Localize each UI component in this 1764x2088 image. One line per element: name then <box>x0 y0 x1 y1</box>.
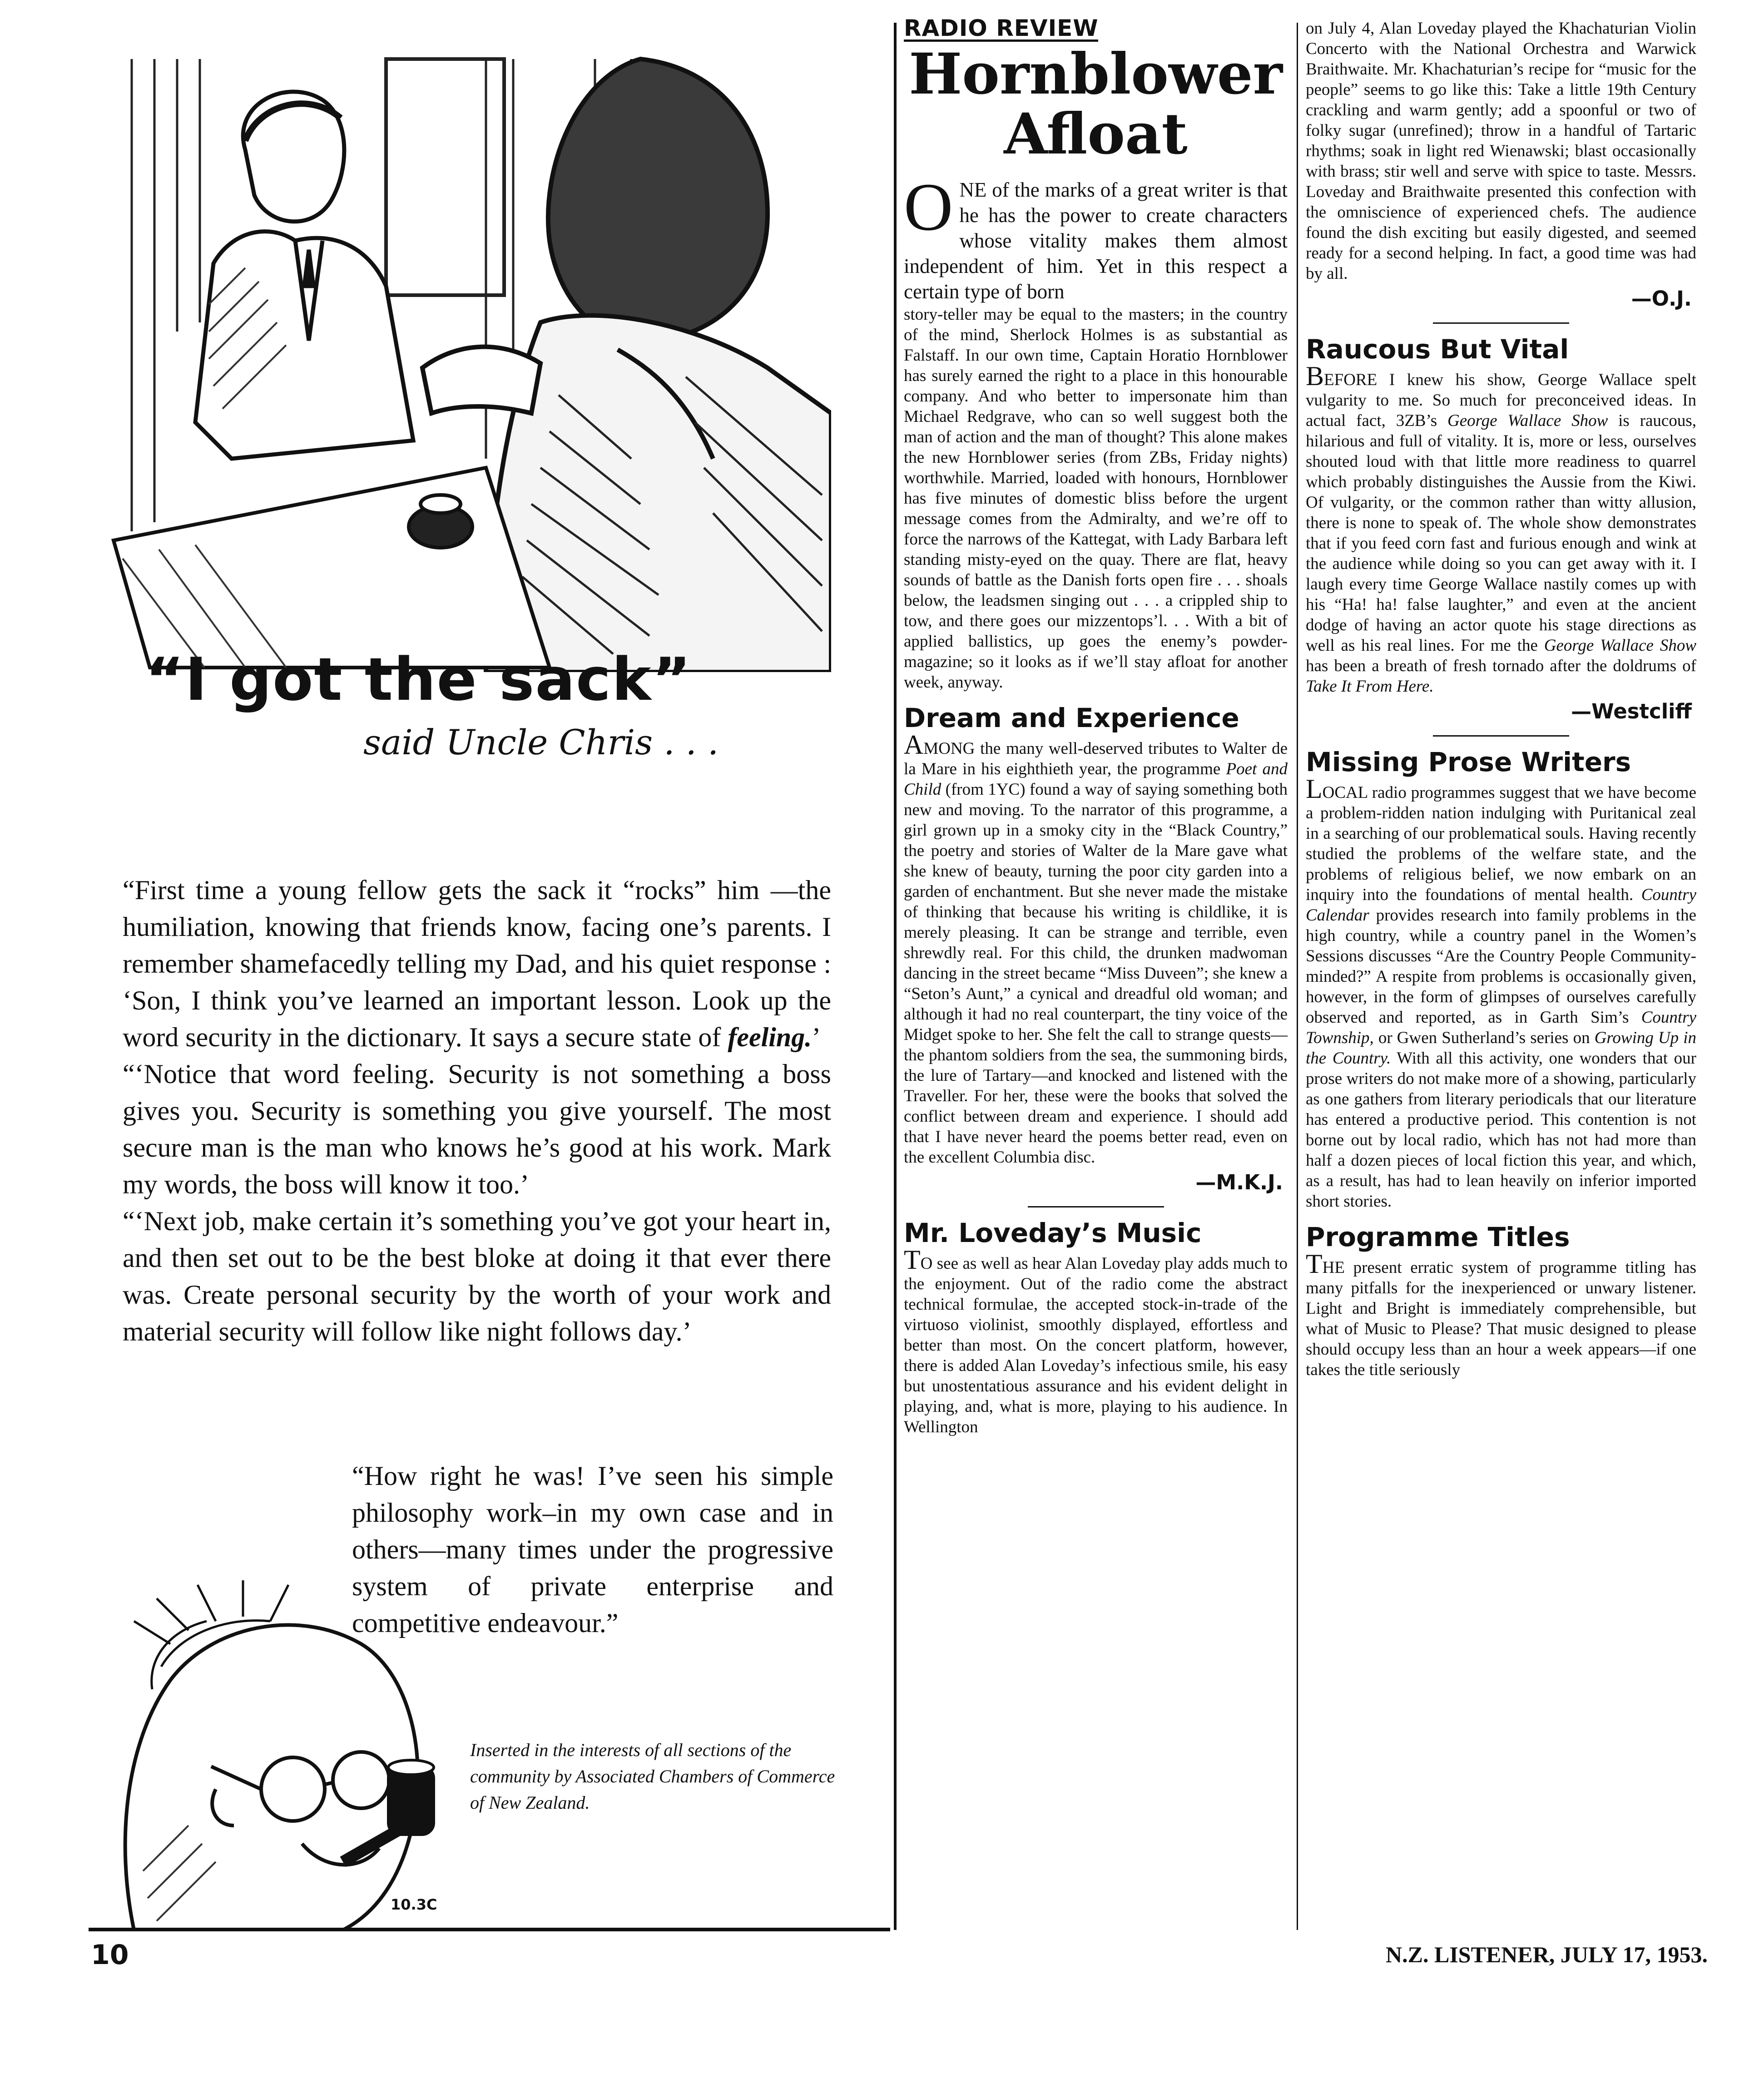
artist-code: 10.3C <box>391 1896 437 1913</box>
section-label: RADIO REVIEW <box>904 15 1099 41</box>
ad-paragraph: “‘Notice that word feeling. Security is not something a boss gives you. Security is something you give yourself. The most secure man is the man who knows he’s good at his work. Mark my words, the boss will know it too.’ <box>123 1059 831 1199</box>
ad-paragraph: “First time a young fellow gets the sack it “rocks” him —the humiliation, knowing that friends know, facing one’s parents. I remember shamefacedly telling my Dad, and his quiet response : ‘Son, I think you’ve learned an important lesson. Look up the word security in the dictionary. It says a secure state of feeling.’ <box>123 875 831 1052</box>
ad-headline: “I got the sack” <box>145 645 692 714</box>
ad-paragraph: “How right he was! I’ve seen his simple philosophy work–in my own case and in others—many times under the progressive system of private enterprise and competitive endeavour.” <box>352 1461 833 1638</box>
divider <box>1433 735 1569 737</box>
signature: —Westcliff <box>1571 699 1692 723</box>
column-rule <box>1297 23 1298 1930</box>
page-number: 10 <box>91 1939 129 1971</box>
hornblower-lead: ONE of the marks of a great writer is that he has the power to create characters whose vitality makes them almost independent of him. Yet in this respect a certain type of born <box>904 169 1288 303</box>
signature: —O.J. <box>1631 287 1692 311</box>
ad-emphasis: feeling. <box>728 1022 812 1052</box>
ad-paragraph: “‘Next job, make certain it’s something you’ve got your heart in, and then set out to be the best bloke at doing it that ever there was. Create personal security by the worth of your work and material security will follow like night follows day.’ <box>123 1206 831 1346</box>
column-rule <box>894 23 897 1930</box>
divider <box>1028 1206 1164 1207</box>
review-column-middle <box>904 15 1288 1437</box>
divider <box>1433 322 1569 324</box>
signature: —M.K.J. <box>1195 1170 1283 1194</box>
subhead-loveday: Mr. Loveday’s Music <box>904 1217 1202 1248</box>
subhead-prose: Missing Prose Writers <box>1306 747 1631 777</box>
prose-body: LOCAL radio programmes suggest that we have become a problem-ridden nation indulging with Puritanical zeal in a searching of our problematical souls. Having recently studied the problems of the welfare state, and the problems of religious belief, we now embark on an inquiry into the foundations of mental health. Country Calendar provides research into family problems in the high country, while a country panel in the Women’s Sessions discusses “Are the Country People Community-minded?” A respite from problems is occasionally given, however, in the form of glimpses of ourselves carefully observed and reported, as in Garth Sim’s Country Township, or Gwen Sutherland’s series on Growing Up in the Country. With all this activity, one wonders that our prose writers do not make more of a showing, particularly as one gathers from literary periodicals that our literature has entered a productive period. This contention is not borne out by local radio, which has not had more than half a dozen pieces of local fiction this year, and which, as a result, has had to lean heavily on inferior imported short stories. <box>1306 774 1697 1211</box>
pipe-icon <box>343 1760 434 1862</box>
subhead-dream: Dream and Experience <box>904 703 1239 733</box>
article-title: Hornblower Afloat <box>909 41 1283 167</box>
loveday-continued: on July 4, Alan Loveday played the Khachaturian Violin Concerto with the National Orchestra and Warwick Braithwaite. Mr. Khachaturian’s recipe for “music for the people” seems to go like this: Take a little 19th Century crackling and warm gently; add a spoonful or two of folky sugar (unrefined); throw in a handful of Tartaric rhythms; soak in light red Wienawski; blast occasionally with brass; stir well and serve with spice to taste. Messrs. Loveday and Braithwaite presented this confection with the omniscience of experienced chefs. The audience found the dish exciting but easily digested, and seemed ready for a second helping. In fact, a good time was had by all. <box>1306 19 1696 283</box>
titles-body: THE present erratic system of programme titling has many pitfalls for the inexperienced or unwary listener. Light and Bright is immediately comprehensible, but what of Music to Please? That music designed to please should occupy less than an hour a week appears—if one takes the title seriously <box>1306 1249 1696 1379</box>
review-column-right <box>1306 18 1696 1380</box>
bottom-rule <box>89 1928 890 1931</box>
office-scene-illustration <box>95 50 831 672</box>
drop-cap: O <box>904 169 953 245</box>
subhead-titles: Programme Titles <box>1306 1222 1570 1252</box>
uncle-chris-caricature <box>107 1553 443 1930</box>
subhead-raucous: Raucous But Vital <box>1306 334 1569 365</box>
hornblower-body: story-teller may be equal to the masters; in the country of the mind, Sherlock Holmes is as substantial as Falstaff. In our own time, Captain Horatio Hornblower has surely earned the right to a place in this honourable company. And who better to impersonate him than Michael Redgrave, who can so well suggest both the man of action and the man of thought? This alone makes the new Hornblower series (from ZBs, Friday nights) worthwhile. Married, loaded with honours, Hornblower has five minutes of domestic bliss before the urgent message comes from the Admiralty, and we’re off to force the narrows of the Kattegat, with Lady Barbara left standing misty-eyed on the quay. There are flat, heavy sounds of battle as the Danish forts open fire . . . shoals below, the leadsmen singing out . . . a crippled ship to tow, and there goes our mizzentops’l. . . With a bit of applied ballistics, up goes the enemy’s powder-magazine; so it looks as if we’ll stay afloat for another week, anyway. <box>904 305 1288 692</box>
ad-subheadline: said Uncle Chris . . . <box>363 722 719 762</box>
ad-body-text <box>123 872 831 1350</box>
issue-line: N.Z. LISTENER, JULY 17, 1953. <box>1386 1942 1708 1967</box>
dream-body: AMONG the many well-deserved tributes to Walter de la Mare in his eighthieth year, the programme Poet and Child (from 1YC) found a way of saying something both new and moving. To the narrator of this programme, a girl grown up in a smoky city in the “Black Country,” the poetry and stories of Walter de la Mare gave what she knew of beauty, turning the poor city garden into a garden of enchantment. But she never made the mistake of thinking that because his writing is childlike, it is merely pleasing. It can be strange and terrible, even shrewdly real. For this child, the drunken madwoman dancing in the street became “Miss Duveen”; she knew a “Seton’s Aunt,” a cynical and dreadful old woman; and although it had no real counterpart, the tiny voice of the Midget spoke to her. She felt the call to strange quests—the phantom soldiers from the sea, the summoning birds, the lure of Tartary—and knocked and listened with the Traveller. For her, these were the books that solved the conflict between dream and experience. I should add that I have never heard the poems better read, even on the excellent Columbia disc. <box>904 730 1288 1167</box>
sponsor-note: Inserted in the interests of all sections of the community by Associated Chambers of Commerce of New Zealand. <box>470 1740 835 1813</box>
raucous-body: BEFORE I knew his show, George Wallace spelt vulgarity to me. So much for preconceived ideas. In actual fact, 3ZB’s George Wallace Show is raucous, hilarious and full of vitality. It is, more or less, ourselves shouted loud with that little more readiness to quarrel which probably distinguishes the Aussie from the Kiwi. Of vulgarity, or the common rather than witty allusion, there is none to speak of. The whole show demonstrates that if you feed corn fast and furious enough and wink at the audience while doing so you can get away with it. I laugh every time George Wallace nastily comes up with his “Ha! ha! false laughter,” and even at the ancient dodge of having an actor quote his stage directions as well as his real lines. For me the George Wallace Show has been a breath of fresh tornado after the doldrums of Take It From Here. <box>1306 361 1696 696</box>
loveday-body: TO see as well as hear Alan Loveday play adds much to the enjoyment. Out of the radio come the abstract technical formulae, the accepted stock-in-trade of the virtuoso violinist, smoothly displayed, effortless and better than most. On the concert platform, however, there is added Alan Loveday’s infectious smile, his easy but unostentatious assurance and his evident delight in playing, and, what is more, playing to his audience. In Wellington <box>904 1245 1288 1436</box>
